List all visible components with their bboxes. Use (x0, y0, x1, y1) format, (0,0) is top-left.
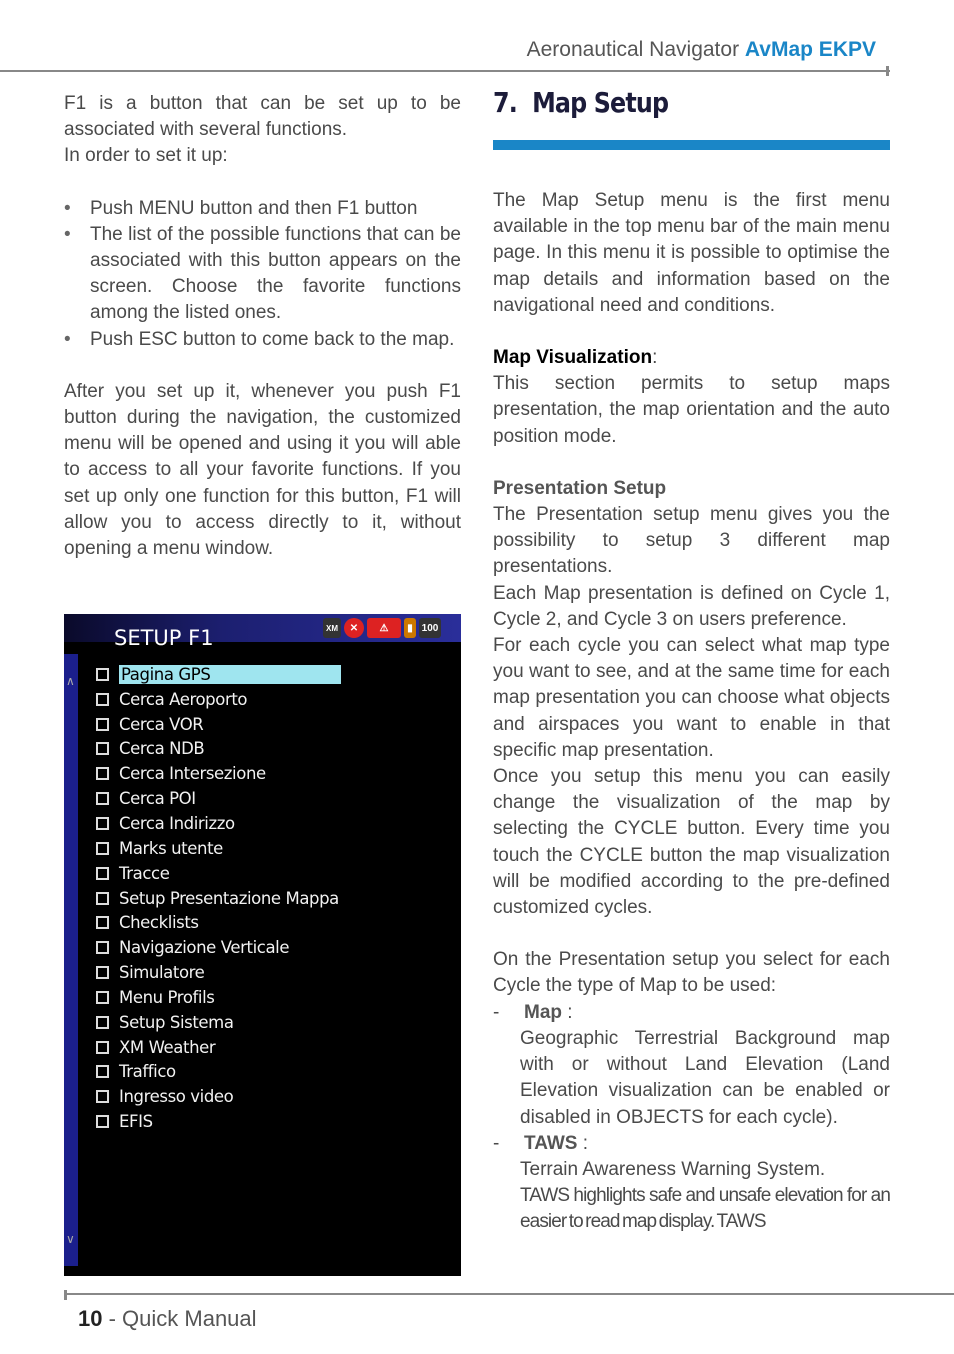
menu-item-label: Traffico (119, 1062, 176, 1082)
level-indicator: 100 (419, 618, 441, 638)
map-type-label: TAWS (524, 1132, 578, 1154)
checkbox-icon[interactable] (96, 718, 109, 731)
subsection-heading: Presentation Setup (493, 477, 667, 499)
checkbox-icon[interactable] (96, 1041, 109, 1054)
viz-title: Map Visualization (493, 347, 653, 369)
right-column (493, 188, 890, 1236)
checkbox-icon[interactable] (96, 991, 109, 1004)
device-scrollbar (64, 654, 78, 1266)
header-title: Aeronautical Navigator (526, 38, 740, 61)
warning-icon: ⚠ (367, 618, 401, 638)
body-paragraph: The Presentation setup menu gives you the possibility to setup 3 different map presentations. (493, 504, 890, 578)
section-number: 7. (493, 86, 517, 119)
menu-item[interactable] (96, 712, 341, 737)
menu-item[interactable] (96, 1010, 341, 1035)
checkbox-icon[interactable] (96, 767, 109, 780)
menu-item-label: XM Weather (119, 1037, 216, 1057)
section-rule (493, 140, 890, 150)
body-paragraph: After you set up it, whenever you push F1 button during the navigation, the customized menu will be opened and using it you will able to access to all your favorite functions. If you set up only one function for this button, F1 will allow you to access directly to it, without opening a menu window. (64, 380, 461, 560)
checkbox-icon[interactable] (96, 867, 109, 880)
footer-rule (64, 1293, 954, 1295)
function-menu (96, 662, 341, 1134)
menu-item[interactable] (96, 886, 341, 911)
menu-item-label: Menu Profils (119, 987, 215, 1007)
body-paragraph: For each cycle you can select what map type you want to see, and at the same time for each map presentation you can choose what objects and airspaces you want to enable in that specific map presentation. (493, 635, 890, 761)
viz-colon: : (652, 347, 658, 369)
intro-paragraph: F1 is a button that can be set up to be associated with several functions. (64, 93, 461, 141)
menu-item-label: Cerca NDB (119, 739, 205, 759)
map-type-description: TAWS highlights safe and unsafe elevation for an easier to read map display. TAWS (520, 1185, 890, 1233)
checkbox-icon[interactable] (96, 842, 109, 855)
map-type-item (493, 1000, 890, 1026)
menu-item[interactable] (96, 761, 341, 786)
label-suffix: : (577, 1132, 589, 1154)
checkbox-icon[interactable] (96, 1115, 109, 1128)
steps-list (64, 196, 461, 353)
checkbox-icon[interactable] (96, 966, 109, 979)
menu-item[interactable] (96, 1109, 341, 1134)
map-type-description: Terrain Awareness Warning System. (520, 1158, 826, 1180)
checkbox-icon[interactable] (96, 742, 109, 755)
menu-item-label: Setup Sistema (119, 1012, 234, 1032)
subsection-heading (493, 345, 890, 371)
checkbox-icon[interactable] (96, 668, 109, 681)
header-brand: AvMap EKPV (744, 38, 876, 61)
body-paragraph: Each Map presentation is defined on Cycle 1, Cycle 2, and Cycle 3 on users preference. (493, 582, 890, 630)
menu-item[interactable] (96, 836, 341, 861)
menu-item[interactable] (96, 737, 341, 762)
menu-item-label: Pagina GPS (119, 665, 341, 684)
menu-item-label: EFIS (119, 1112, 153, 1132)
left-column (64, 91, 461, 562)
menu-item-label: Setup Presentazione Mappa (119, 888, 339, 908)
list-item: • The list of the possible functions that can be associated with this button appears on the screen. Choose the favorite functions among the listed ones. (64, 222, 461, 327)
header-rule (0, 70, 890, 72)
footer-label: - Quick Manual (102, 1306, 257, 1331)
fuel-icon: ▮ (404, 618, 416, 638)
menu-item[interactable] (96, 935, 341, 960)
map-type-label: Map (524, 1001, 562, 1023)
footer-rule-tick (64, 1290, 67, 1300)
checkbox-icon[interactable] (96, 1090, 109, 1103)
scroll-down-icon: ∨ (66, 1232, 75, 1246)
menu-item[interactable] (96, 861, 341, 886)
device-screenshot (64, 614, 461, 1276)
body-paragraph: Once you setup this menu you can easily change the visualization of the map by selecting the CYCLE button. Every time you touch the CYCLE button the map visualization will be modified according to the pre-defined customized cycles. (493, 766, 890, 919)
menu-item[interactable] (96, 786, 341, 811)
running-header (527, 38, 876, 62)
menu-item-label: Tracce (119, 863, 170, 883)
menu-item[interactable] (96, 811, 341, 836)
list-item: • Push ESC button to come back to the map. (64, 327, 461, 353)
checkbox-icon[interactable] (96, 941, 109, 954)
menu-item[interactable] (96, 1084, 341, 1109)
body-paragraph: The Map Setup menu is the first menu available in the top menu bar of the main menu page. In this menu it is possible to optimise the map details and information based on the navigational need and conditions. (493, 190, 890, 316)
list-item: • Push MENU button and then F1 button (64, 196, 461, 222)
checkbox-icon[interactable] (96, 1016, 109, 1029)
xm-icon: XM (323, 618, 341, 638)
menu-item-label: Ingresso video (119, 1087, 234, 1107)
menu-item-label: Simulatore (119, 963, 205, 983)
section-title: Map Setup (532, 86, 669, 119)
menu-item-label: Cerca VOR (119, 714, 204, 734)
map-type-description: Geographic Terrestrial Background map with or without Land Elevation (Land Elevation visualization can be enabled or disabled in OBJECTS for each cycle). (520, 1027, 890, 1128)
menu-item[interactable] (96, 662, 341, 687)
menu-item-label: Marks utente (119, 838, 223, 858)
menu-item-label: Checklists (119, 913, 199, 933)
map-type-item (493, 1131, 890, 1157)
body-paragraph: On the Presentation setup you select for each Cycle the type of Map to be used: (493, 949, 890, 997)
intro-paragraph: In order to set it up: (64, 145, 228, 167)
menu-item-label: Cerca Aeroporto (119, 689, 248, 709)
device-screen-title: SETUP F1 (114, 626, 214, 650)
menu-item[interactable] (96, 1060, 341, 1085)
checkbox-icon[interactable] (96, 693, 109, 706)
menu-item[interactable] (96, 960, 341, 985)
section-heading (493, 86, 668, 119)
label-suffix: : (562, 1001, 573, 1023)
page-number: 10 (78, 1306, 103, 1331)
header-rule-tick (886, 66, 889, 76)
page-footer (78, 1306, 257, 1332)
menu-item-label: Cerca Indirizzo (119, 813, 235, 833)
checkbox-icon[interactable] (96, 892, 109, 905)
menu-item-label: Cerca Intersezione (119, 764, 266, 784)
menu-item[interactable] (96, 910, 341, 935)
checkbox-icon[interactable] (96, 1065, 109, 1078)
device-status-icons (323, 618, 441, 638)
checkbox-icon[interactable] (96, 817, 109, 830)
menu-item[interactable] (96, 985, 341, 1010)
scroll-up-icon: ∧ (66, 674, 75, 688)
close-icon: ✕ (344, 618, 364, 638)
menu-item[interactable] (96, 1035, 341, 1060)
menu-item-label: Cerca POI (119, 789, 196, 809)
body-paragraph: This section permits to setup maps presentation, the map orientation and the auto position mode. (493, 373, 890, 447)
checkbox-icon[interactable] (96, 792, 109, 805)
menu-item[interactable] (96, 687, 341, 712)
menu-item-label: Navigazione Verticale (119, 938, 290, 958)
checkbox-icon[interactable] (96, 916, 109, 929)
